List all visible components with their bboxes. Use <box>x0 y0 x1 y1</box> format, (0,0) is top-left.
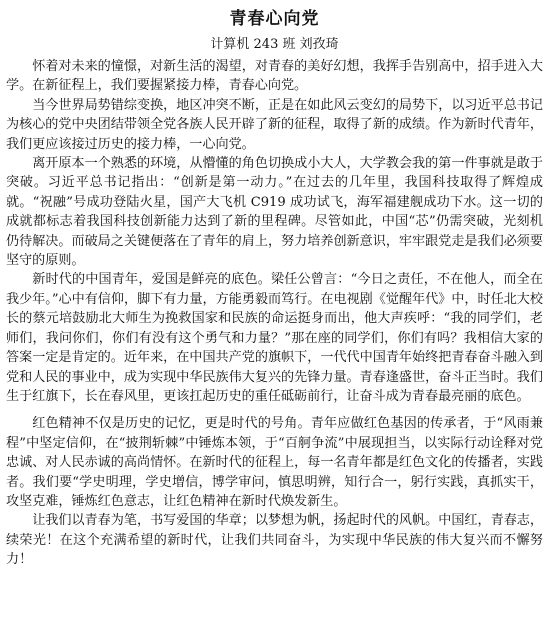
paragraph-5: 红色精神不仅是历史的记忆，更是时代的号角。青年应做红色基因的传承者，于“风雨兼程”中坚定信仰，在“披荆斩棘”中锤炼本领，于“百舸争流”中展现担当，以实际行动诠释对党忠诚、对人民赤诚的高尚情怀。在新时代的征程上，每一名青年都是红色文化的传播者，实践者。我们要“学史明理，学史增信，博学审问，慎思明辨，知行合一，躬行实践，真抓实干，攻坚克难，锤炼红色意志，让红色精神在新时代焕发新生。 <box>6 416 543 509</box>
author-byline: 计算机 243 班 刘孜琦 <box>210 37 339 52</box>
paragraph-3: 离开原本一个熟悉的环境，从懵懂的角色切换成小大人，大学教会我的第一件事就是敢于突破。习近平总书记指出：“创新是第一动力。”在过去的几年里，我国科技取得了辉煌成就。“祝融”号成功登陆火星，国产大飞机 C919 成功试飞，海军福建舰成功下水。这一切的成就都标志着我国科技创新能力达到了新的里程碑。尽管如此，中国“芯”仍需突破，光刻机仍待解决。而破局之关键便落在了青年的肩上，努力培养创新意识，牢牢跟党走是我们必须要坚守的原则。 <box>6 156 543 269</box>
paragraph-2: 当今世界局势错综变换，地区冲突不断，正是在如此风云变幻的局势下，以习近平总书记为核心的党中央团结带领全党各族人民开辟了新的征程，取得了新的成绩。作为新时代青年，我们更应该接过历史的接力棒，一心向党。 <box>6 97 543 152</box>
paragraph-6: 让我们以青春为笔，书写爱国的华章；以梦想为帆，扬起时代的风帆。中国红，青春志，续荣光！在这个充满希望的新时代，让我们共同奋斗，为实现中华民族的伟大复兴而不懈努力！ <box>6 513 543 568</box>
paragraph-1: 怀着对未来的憧憬，对新生活的渴望，对青春的美好幻想，我挥手告别高中，招手进入大学。在新征程上，我们要握紧接力棒，青春心向党。 <box>6 59 543 94</box>
document-title: 青春心向党 <box>229 9 320 29</box>
paragraph-4: 新时代的中国青年，爱国是鲜亮的底色。梁任公曾言：“今日之责任，不在他人，而全在我少年。”心中有信仰，脚下有力量，方能勇毅而笃行。在电视剧《觉醒年代》中，时任北大校长的蔡元培鼓励北大师生为挽救国家和民族的命运挺身而出，他大声疾呼：“我的同学们，老师们，我问你们，你们有没有这个勇气和力量？”那在座的同学们，你们有吗？我相信大家的答案一定是肯定的。近年来，在中国共产党的旗帜下，一代代中国青年始终把青春奋斗融入到党和人民的事业中，成为实现中华民族伟大复兴的先锋力量。青春逢盛世，奋斗正当时。我们生于红旗下，长在春风里，更该扛起历史的重任砥砺前行，让奋斗成为青春最亮丽的底色。 <box>6 272 543 404</box>
